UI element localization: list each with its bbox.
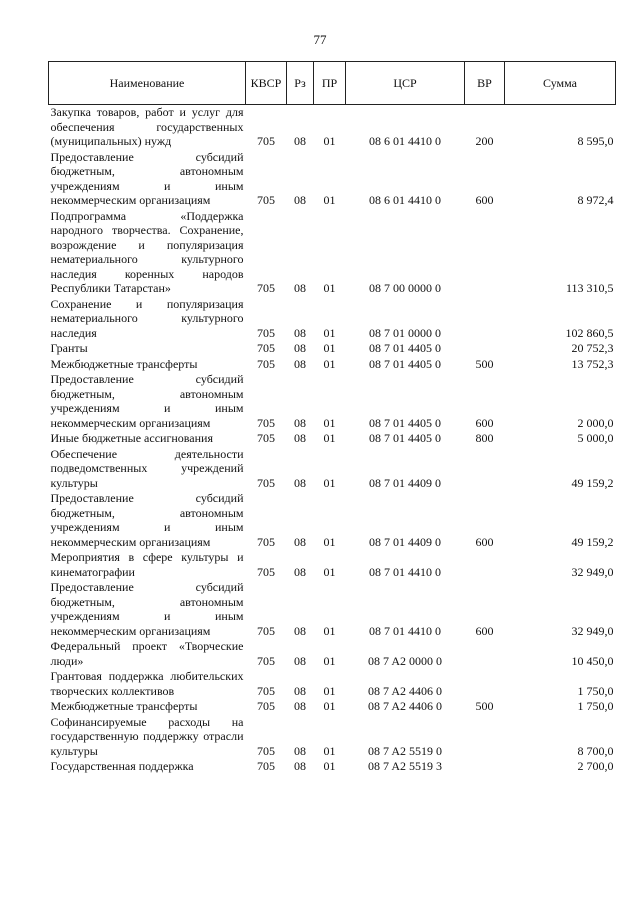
row-name: Закупка товаров, работ и услуг для обеспечения государственных (муниципальных) нужд: [50, 105, 244, 148]
row-sum: 32 949,0: [571, 564, 614, 579]
table-row: [49, 639, 616, 669]
table-row: [49, 491, 616, 550]
row-kvsr: 705: [257, 683, 275, 698]
row-kvsr: 705: [257, 534, 275, 549]
table-row: [49, 150, 616, 209]
row-csr: 08 7 A2 5519 3: [367, 759, 442, 773]
row-rz: 08: [294, 564, 306, 579]
row-name: Межбюджетные трансферты: [50, 356, 198, 371]
row-pr: 01: [323, 534, 336, 549]
row-rz: 08: [294, 743, 306, 758]
row-kvsr: 705: [257, 475, 275, 490]
row-name: Софинансируемые расходы на государственную поддержку отрасли культуры: [50, 714, 244, 758]
row-sum: 113 310,5: [565, 281, 614, 295]
row-rz: 08: [294, 431, 306, 445]
column-header-name: Наименование: [49, 62, 246, 105]
row-pr: 01: [323, 415, 336, 430]
row-vr: [465, 715, 505, 760]
table-row: [49, 105, 616, 150]
row-pr: 01: [323, 281, 336, 295]
table-row: [49, 715, 616, 760]
row-sum: 10 450,0: [571, 653, 614, 668]
row-pr: 01: [323, 564, 336, 579]
row-rz: 08: [294, 356, 306, 371]
column-header-sum: Сумма: [505, 62, 616, 105]
row-sum: 20 752,3: [571, 341, 614, 355]
row-rz: 08: [294, 415, 306, 430]
table-row: [49, 341, 616, 357]
row-kvsr: 705: [257, 564, 275, 579]
row-pr: 01: [323, 356, 336, 371]
row-name: Предоставление субсидий бюджетным, автономным учреждениям и иным некоммерческим организациям: [50, 491, 244, 549]
row-vr: [465, 550, 505, 580]
row-vr: [465, 639, 505, 669]
row-csr: 08 7 A2 4406 0: [367, 683, 442, 698]
row-rz: 08: [294, 193, 306, 207]
table-row: [49, 759, 616, 775]
budget-table: [48, 61, 616, 775]
row-kvsr: 705: [257, 415, 275, 430]
row-pr: 01: [323, 341, 336, 355]
row-csr: 08 7 01 4409 0: [369, 475, 441, 490]
row-sum: 8 972,4: [577, 193, 614, 207]
column-header-pr: ПР: [314, 62, 346, 105]
row-sum: 8 700,0: [577, 743, 614, 758]
row-csr: 08 7 01 4409 0: [369, 534, 441, 549]
row-sum: 102 860,5: [565, 325, 614, 340]
row-csr: 08 7 01 4405 0: [369, 341, 441, 355]
row-csr: 08 7 01 4405 0: [369, 415, 441, 430]
row-sum: 32 949,0: [571, 623, 614, 638]
row-pr: 01: [323, 683, 336, 698]
row-csr: 08 7 A2 5519 0: [367, 743, 442, 758]
row-name: Мероприятия в сфере культуры и кинематографии: [50, 550, 244, 579]
column-header-vr: ВР: [465, 62, 505, 105]
row-kvsr: 705: [257, 356, 275, 371]
row-csr: 08 7 01 4410 0: [369, 623, 441, 638]
row-kvsr: 705: [257, 759, 275, 773]
row-vr: 600: [475, 534, 494, 549]
row-csr: 08 7 01 0000 0: [369, 325, 441, 340]
table-row: [49, 550, 616, 580]
row-name: Иные бюджетные ассигнования: [50, 431, 213, 445]
row-kvsr: 705: [257, 193, 275, 207]
row-pr: 01: [323, 699, 336, 713]
row-rz: 08: [294, 699, 306, 713]
table-row: [49, 447, 616, 492]
row-csr: 08 7 A2 0000 0: [367, 653, 442, 668]
row-name: Предоставление субсидий бюджетным, автономным учреждениям и иным некоммерческим организациям: [50, 580, 244, 638]
row-name: Сохранение и популяризация нематериального культурного наследия: [50, 296, 244, 340]
row-sum: 1 750,0: [577, 683, 614, 698]
row-name: Предоставление субсидий бюджетным, автономным учреждениям и иным некоммерческим организациям: [50, 149, 244, 207]
row-pr: 01: [323, 431, 336, 445]
table-header-row: [49, 62, 616, 105]
row-name: Подпрограмма «Поддержка народного творчества. Сохранение, возрождение и популяризация нематериального культурного наследия коренных народов Республики Татарстан»: [50, 208, 244, 295]
row-sum: 2 000,0: [577, 415, 614, 430]
table-row: [49, 297, 616, 342]
row-csr: 08 7 01 4410 0: [369, 564, 441, 579]
row-vr: 600: [475, 623, 494, 638]
row-vr: 600: [475, 415, 494, 430]
row-pr: 01: [323, 193, 336, 207]
row-pr: 01: [323, 475, 336, 490]
row-name: Грантовая поддержка любительских творческих коллективов: [50, 669, 244, 698]
row-rz: 08: [294, 534, 306, 549]
row-kvsr: 705: [257, 341, 275, 355]
row-rz: 08: [294, 325, 306, 340]
row-sum: 5 000,0: [577, 431, 614, 445]
row-vr: [465, 341, 505, 357]
row-rz: 08: [294, 623, 306, 638]
row-sum: 1 750,0: [577, 699, 614, 713]
row-csr: 08 7 01 4405 0: [369, 431, 441, 445]
page-number: 77: [313, 32, 327, 47]
row-kvsr: 705: [257, 325, 275, 340]
row-name: Межбюджетные трансферты: [50, 699, 198, 713]
row-vr: [465, 669, 505, 699]
row-csr: 08 7 00 0000 0: [369, 281, 441, 295]
table-row: [49, 209, 616, 297]
table-row: [49, 669, 616, 699]
row-rz: 08: [294, 683, 306, 698]
column-header-csr: ЦСР: [346, 62, 465, 105]
column-header-rz: Рз: [287, 62, 314, 105]
row-csr: 08 6 01 4410 0: [369, 134, 441, 148]
row-rz: 08: [294, 653, 306, 668]
table-row: [49, 372, 616, 431]
row-vr: 800: [475, 431, 494, 445]
row-sum: 2 700,0: [577, 759, 614, 773]
row-kvsr: 705: [257, 281, 275, 295]
table-row: [49, 357, 616, 373]
row-csr: 08 7 01 4405 0: [369, 356, 441, 371]
row-csr: 08 6 01 4410 0: [369, 193, 441, 207]
row-rz: 08: [294, 475, 306, 490]
row-name: Обеспечение деятельности подведомственных учреждений культуры: [50, 446, 244, 490]
row-csr: 08 7 A2 4406 0: [367, 699, 442, 713]
row-name: Предоставление субсидий бюджетным, автономным учреждениям и иным некоммерческим организациям: [50, 372, 244, 430]
row-pr: 01: [323, 325, 336, 340]
column-header-kvsr: КВСР: [246, 62, 287, 105]
row-kvsr: 705: [257, 743, 275, 758]
row-pr: 01: [323, 743, 336, 758]
row-vr: 500: [475, 699, 494, 713]
row-kvsr: 705: [257, 134, 275, 148]
row-vr: [465, 209, 505, 297]
row-name: Государственная поддержка: [50, 759, 194, 773]
row-pr: 01: [323, 134, 336, 148]
table-row: [49, 580, 616, 639]
row-sum: 49 159,2: [571, 534, 614, 549]
row-vr: [465, 759, 505, 775]
row-vr: [465, 297, 505, 342]
row-kvsr: 705: [257, 653, 275, 668]
row-pr: 01: [323, 623, 336, 638]
row-sum: 8 595,0: [577, 134, 614, 148]
row-vr: [465, 447, 505, 492]
row-sum: 49 159,2: [571, 475, 614, 490]
row-kvsr: 705: [257, 431, 275, 445]
row-vr: 500: [475, 356, 494, 371]
row-kvsr: 705: [257, 623, 275, 638]
row-sum: 13 752,3: [571, 356, 614, 371]
row-name: Гранты: [50, 341, 88, 355]
row-pr: 01: [323, 653, 336, 668]
row-name: Федеральный проект «Творческие люди»: [50, 639, 244, 668]
row-pr: 01: [323, 759, 336, 773]
row-rz: 08: [294, 759, 306, 773]
table-row: [49, 699, 616, 715]
row-rz: 08: [294, 281, 306, 295]
row-rz: 08: [294, 341, 306, 355]
row-vr: 200: [475, 134, 494, 148]
row-rz: 08: [294, 134, 306, 148]
row-kvsr: 705: [257, 699, 275, 713]
row-vr: 600: [475, 193, 494, 207]
table-row: [49, 431, 616, 447]
